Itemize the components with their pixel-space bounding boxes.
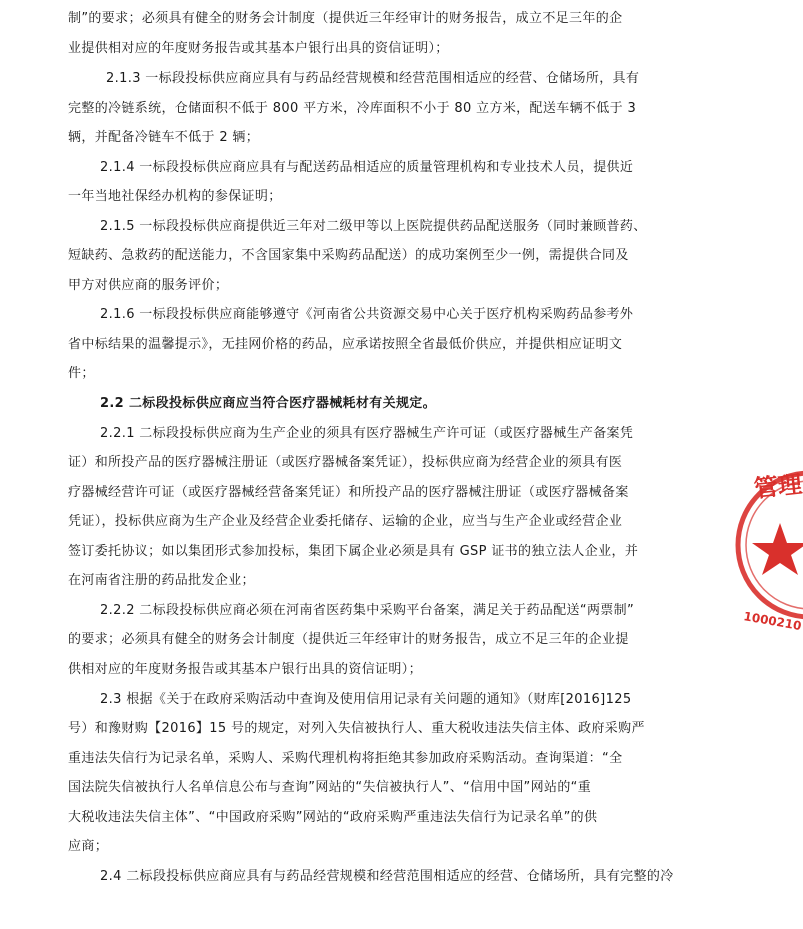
text-line: 甲方对供应商的服务评价；: [68, 278, 229, 293]
seal-star-icon: [752, 523, 803, 575]
text-line: 供相对应的年度财务报告或其基本户银行出具的资信证明）；: [68, 662, 422, 677]
text-line: 2.1.6 一标段投标供应商能够遵守《河南省公共资源交易中心关于医疗机构采购药品参考外: [100, 307, 634, 322]
text-line: 2.2.2 二标段投标供应商必须在河南省医药集中采购平台备案，满足关于药品配送“两票制”: [100, 603, 635, 618]
text-line: 的要求；必须具有健全的财务会计制度（提供近三年经审计的财务报告，成立不足三年的企业提: [68, 632, 629, 647]
text-line: 件；: [68, 366, 95, 381]
text-line: 号）和豫财购【2016】15 号的规定，对列入失信被执行人、重大税收违法失信主体、政府采购严: [68, 721, 645, 736]
text-line: 证）和所投产品的医疗器械注册证（或医疗器械备案凭证），投标供应商为经营企业的须具有医: [68, 455, 623, 470]
text-line: 辆，并配备冷链车不低于 2 辆；: [68, 130, 260, 145]
text-line: 一年当地社保经办机构的参保证明；: [68, 189, 282, 204]
text-line: 签订委托协议；如以集团形式参加投标，集团下属企业必须是具有 GSP 证书的独立法人企业，并: [68, 544, 639, 559]
text-line: 疗器械经营许可证（或医疗器械经营备案凭证）和所投产品的医疗器械注册证（或医疗器械备案: [68, 485, 629, 500]
text-line: 凭证），投标供应商为生产企业及经营企业委托储存、运输的企业，应当与生产企业或经营企业: [68, 514, 623, 529]
text-line: 国法院失信被执行人名单信息公布与查询”网站的“失信被执行人”、“信用中国”网站的“重: [68, 780, 592, 795]
text-line: 2.1.4 一标段投标供应商应具有与配送药品相适应的质量管理机构和专业技术人员，提供近: [100, 160, 634, 175]
text-line: 2.2.1 二标段投标供应商为生产企业的须具有医疗器械生产许可证（或医疗器械生产备案凭: [100, 426, 634, 441]
section-heading: 2.2 二标段投标供应商应当符合医疗器械耗材有关规定。: [100, 396, 437, 411]
text-line: 完整的冷链系统，仓储面积不低于 800 平方米，冷库面积不小于 80 立方米，配送车辆不低于 3: [68, 101, 637, 116]
seal-number: 1000210: [742, 609, 803, 634]
text-line: 2.1.5 一标段投标供应商提供近三年对二级甲等以上医院提供药品配送服务（同时兼顾普药、: [100, 219, 647, 234]
text-line: 2.4 二标段投标供应商应具有与药品经营规模和经营范围相适应的经营、仓储场所，具有完整的冷: [100, 869, 674, 884]
text-line: 业提供相对应的年度财务报告或其基本户银行出具的资信证明）；: [68, 41, 449, 56]
text-line: 在河南省注册的药品批发企业；: [68, 573, 255, 588]
text-line: 大税收违法失信主体”、“中国政府采购”网站的“政府采购严重违法失信行为记录名单”的供: [68, 810, 598, 825]
text-line: 制”的要求；必须具有健全的财务会计制度（提供近三年经审计的财务报告，成立不足三年的企: [68, 11, 623, 26]
text-line: 短缺药、急救药的配送能力，不含国家集中采购药品配送）的成功案例至少一例，需提供合同及: [68, 248, 629, 263]
text-line: 2.3 根据《关于在政府采购活动中查询及使用信用记录有关问题的通知》（财库[2016]125: [100, 692, 632, 707]
text-line: 应商；: [68, 839, 109, 854]
official-seal-stamp: [735, 455, 803, 645]
seal-text: 管理: [752, 470, 803, 503]
text-line: 重违法失信行为记录名单，采购人、采购代理机构将拒绝其参加政府采购活动。查询渠道：“全: [68, 751, 623, 766]
text-line: 省中标结果的温馨提示》，无挂网价格的药品，应承诺按照全省最低价供应，并提供相应证明文: [68, 337, 623, 352]
text-line: 2.1.3 一标段投标供应商应具有与药品经营规模和经营范围相适应的经营、仓储场所，具有: [106, 71, 640, 86]
